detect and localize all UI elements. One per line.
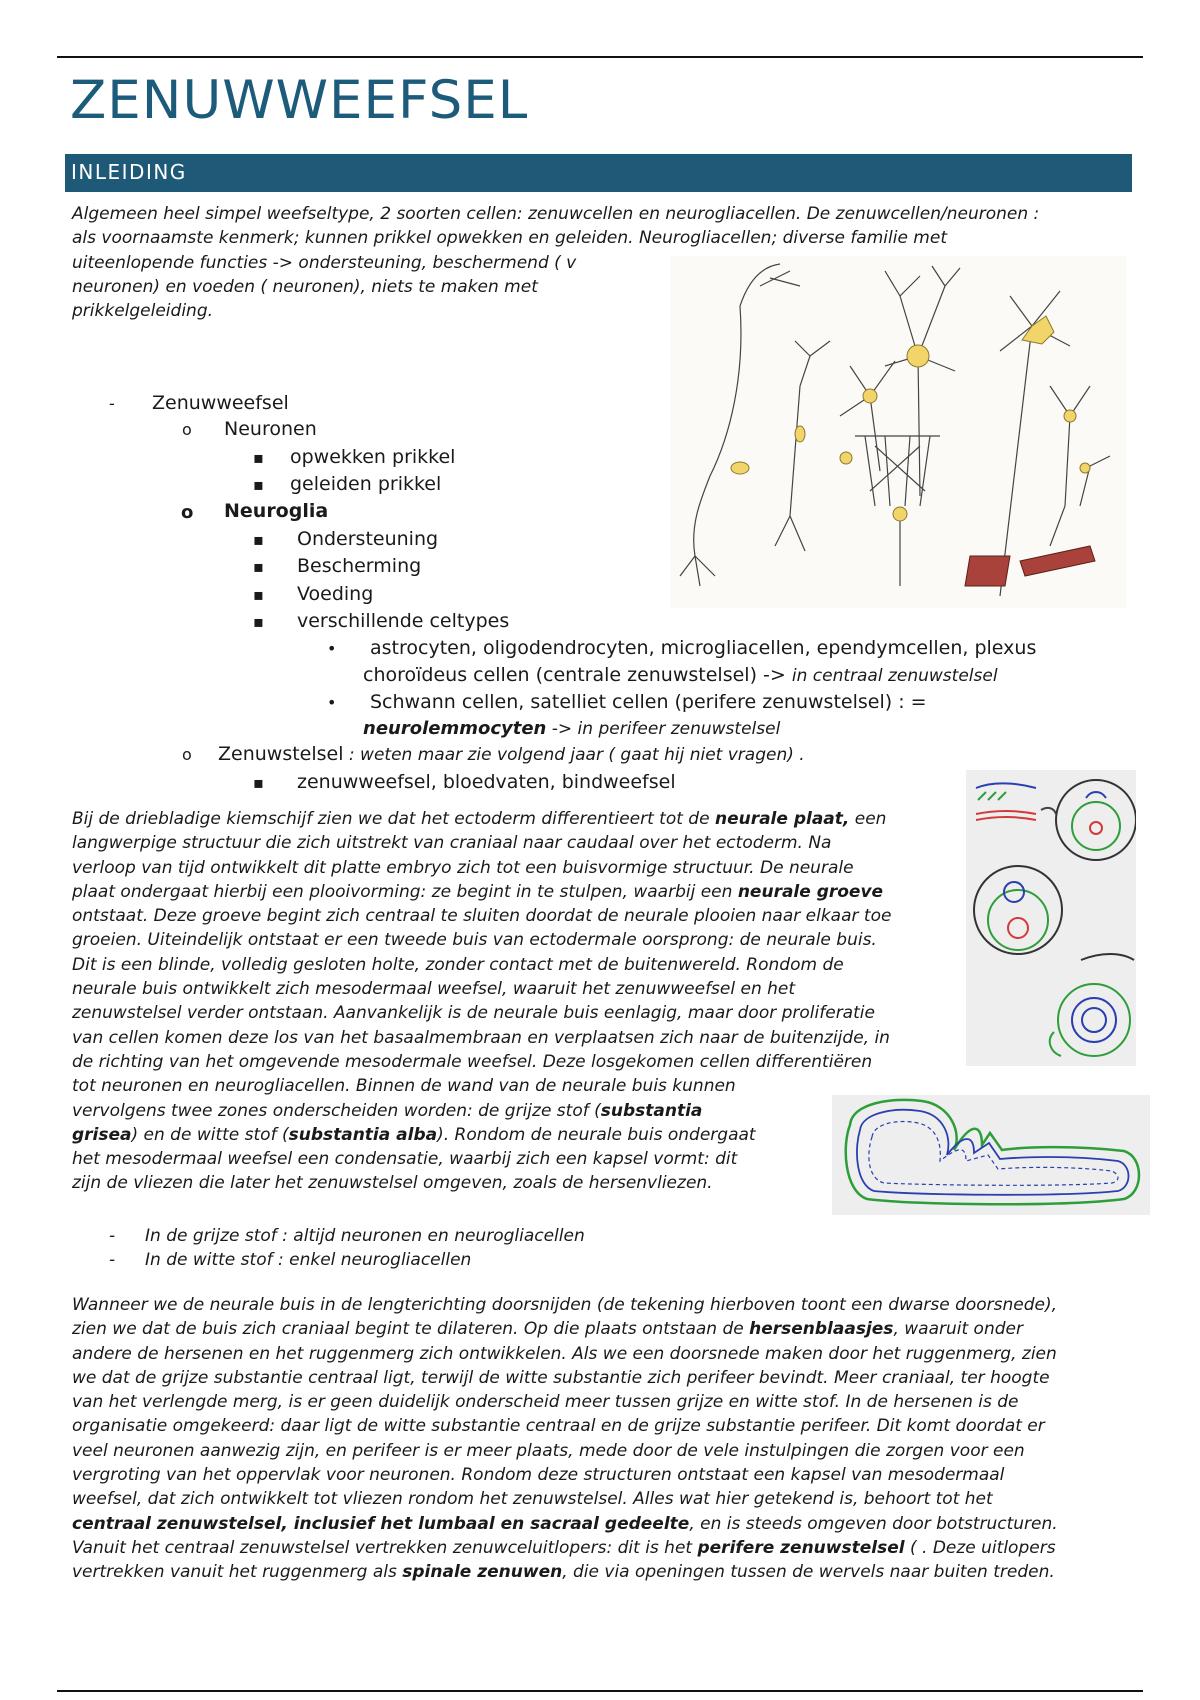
outline-astrocyten-line1: astrocyten, oligodendrocyten, microgliacellen, ependymcellen, plexus [370, 637, 1037, 659]
text-line: plaat ondergaat hierbij een plooivorming: ze begint in te stulpen, waarbij een neurale groeve [72, 881, 884, 902]
text-line: groeien. Uiteindelijk ontstaat er een tweede buis van ectodermale oorsprong: de neurale buis. [72, 930, 877, 951]
text-line: weefsel, dat zich ontwikkelt tot vliezen rondom het zenuwstelsel. Alles wat hier getekend is, behoort tot het [72, 1489, 993, 1510]
longitudinal-section-drawing [832, 1095, 1150, 1215]
bullet-marker: • [327, 693, 337, 712]
bullet-marker: • [327, 639, 337, 658]
outline-opwekken: opwekken prikkel [290, 446, 456, 468]
circle-marker: o [181, 502, 194, 523]
text-line: Wanneer we de neurale buis in de lengterichting doorsnijden (de tekening hierboven toont een dwarse doorsnede), [72, 1295, 1058, 1315]
text-line: Bij de driebladige kiemschijf zien we dat het ectoderm differentieert tot de neurale plaat, een [72, 809, 887, 829]
outline-schwann-line2: neurolemmocyten -> in perifeer zenuwstelsel [363, 718, 781, 739]
text-line: uiteenlopende functies -> ondersteuning, beschermend ( v [72, 252, 577, 273]
text-line: Algemeen heel simpel weefseltype, 2 soorten cellen: zenuwcellen en neurogliacellen. De zenuwcellen/neuronen : [72, 204, 1040, 224]
outline-astrocyten-line2: choroïdeus cellen (centrale zenuwstelsel) -> in centraal zenuwstelsel [363, 664, 998, 686]
dash-marker: - [109, 394, 115, 413]
outline-zenuwstelsel: Zenuwstelsel : weten maar zie volgend jaar ( gaat hij niet vragen) . [218, 743, 805, 765]
neural-development-paragraph [72, 807, 952, 1196]
text-line: vervolgens twee zones onderscheiden worden: de grijze stof (substantia [72, 1100, 703, 1121]
outline-geleiden: geleiden prikkel [290, 473, 442, 495]
text-line: veel neuronen aanwezig zijn, en perifeer is er meer plaats, mede door de vele instulpingen die zorgen voor een [72, 1440, 1025, 1461]
outline-weefsels: zenuwweefsel, bloedvaten, bindweefsel [297, 771, 676, 793]
dash-marker: - [109, 1250, 116, 1270]
square-marker: ▪ [253, 773, 264, 792]
text-line: Vanuit het centraal zenuwstelsel vertrekken zenuwceluitlopers: dit is het perifere zenuwstelsel ( . Deze uitlopers [72, 1537, 1056, 1558]
square-marker: ▪ [253, 475, 264, 494]
longitudinal-section-sketch [832, 1095, 1150, 1215]
text-line: ontstaat. Deze groeve begint zich centraal te sluiten doordat de neurale plooien naar elkaar toe [72, 906, 892, 927]
text-line: grisea) en de witte stof (substantia alba). Rondom de neurale buis ondergaat [72, 1124, 756, 1145]
text-line: langwerpige structuur die zich uitstrekt van craniaal naar caudaal over het ectoderm. Na [72, 833, 832, 854]
circle-marker: o [182, 420, 192, 439]
longitudinal-paragraph [72, 1293, 1142, 1585]
outline-zenuwweefsel: Zenuwweefsel [152, 392, 289, 414]
text-line: neurale buis ontwikkelt zich mesodermaal weefsel, waaruit het zenuwweefsel en het [72, 979, 796, 1000]
square-marker: ▪ [253, 557, 264, 576]
text-line: van het verlengde merg, is er geen duidelijk onderscheid meer tussen grijze en witte stof. In de hersenen is de [72, 1392, 1019, 1413]
text-line: Dit is een blinde, volledig gesloten holte, zonder contact met de buitenwereld. Rondom de [72, 954, 844, 975]
text-line: zien we dat de buis zich craniaal begint te dilateren. Op die plaats ontstaan de hersenblaasjes, waaruit onder [72, 1319, 1023, 1340]
text-line: tot neuronen en neurogliacellen. Binnen de wand van de neurale buis kunnen [72, 1076, 736, 1097]
neuron-types-drawing [670, 256, 1126, 608]
square-marker: ▪ [253, 530, 264, 549]
text-line: de richting van het omgevende mesodermale weefsel. Deze losgekomen cellen differentiëren [72, 1051, 873, 1072]
text-line: als voornaamste kenmerk; kunnen prikkel opwekken en geleiden. Neurogliacellen; diverse familie met [72, 228, 947, 249]
neural-tube-drawing [966, 770, 1136, 1066]
text-line: we dat de grijze substantie centraal ligt, terwijl de witte substantie zich perifeer bevindt. Meer craniaal, ter hoogte [72, 1367, 1050, 1388]
outline-neuroglia: Neuroglia [224, 500, 329, 522]
text-line: zenuwstelsel verder ontstaan. Aanvankelijk is de neurale buis eenlagig, maar door proliferatie [72, 1003, 875, 1024]
outline-bescherming: Bescherming [297, 555, 422, 577]
outline-voeding: Voeding [297, 583, 374, 605]
circle-marker: o [182, 745, 192, 764]
text-line: andere de hersenen en het ruggenmerg zich ontwikkelen. Als we een doorsnede maken door het ruggenmerg, zien [72, 1343, 1057, 1364]
text-line: neuronen) en voeden ( neuronen), niets te maken met [72, 276, 538, 297]
bottom-rule [57, 1690, 1143, 1692]
grijze-stof-item: In de grijze stof : altijd neuronen en neurogliacellen [145, 1226, 585, 1246]
outline-neuronen: Neuronen [224, 418, 317, 440]
text-line: van cellen komen deze los van het basaalmembraan en verplaatsen zich naar de buitenzijde, in [72, 1027, 890, 1048]
outline-schwann-line1: Schwann cellen, satelliet cellen (perifere zenuwstelsel) : = [370, 691, 927, 713]
text-line: verloop van tijd ontwikkelt dit platte embryo zich tot een buisvormige structuur. De neurale [72, 857, 854, 878]
square-marker: ▪ [253, 612, 264, 631]
outline-ondersteuning: Ondersteuning [297, 528, 439, 550]
text-line: vertrekken vanuit het ruggenmerg als spinale zenuwen, die via openingen tussen de wervels naar buiten treden. [72, 1562, 1055, 1583]
dash-marker: - [109, 1226, 116, 1246]
text-line: centraal zenuwstelsel, inclusief het lumbaal en sacraal gedeelte, en is steeds omgeven door botstructuren. [72, 1513, 1058, 1534]
witte-stof-item: In de witte stof : enkel neurogliacellen [145, 1250, 472, 1270]
page-title: ZENUWWEEFSEL [70, 70, 529, 131]
square-marker: ▪ [253, 585, 264, 604]
text-line: vergroting van het oppervlak voor neuronen. Rondom deze structuren ontstaat een kapsel van mesodermaal [72, 1465, 1005, 1486]
neuron-types-figure [670, 256, 1126, 608]
section-heading-bar [65, 154, 1132, 192]
square-marker: ▪ [253, 448, 264, 467]
text-line: het mesodermaal weefsel een condensatie, waarbij zich een kapsel vormt: dit [72, 1149, 738, 1170]
text-line: prikkelgeleiding. [72, 301, 214, 322]
outline-celtypes: verschillende celtypes [297, 610, 510, 632]
text-line: zijn de vliezen die later het zenuwstelsel omgeven, zoals de hersenvliezen. [72, 1173, 713, 1194]
neural-tube-sketches [966, 770, 1136, 1066]
top-rule [57, 56, 1143, 58]
section-heading: INLEIDING [71, 160, 187, 184]
text-line: organisatie omgekeerd: daar ligt de witte substantie centraal en de grijze substantie perifeer. Dit komt doordat er [72, 1416, 1045, 1437]
